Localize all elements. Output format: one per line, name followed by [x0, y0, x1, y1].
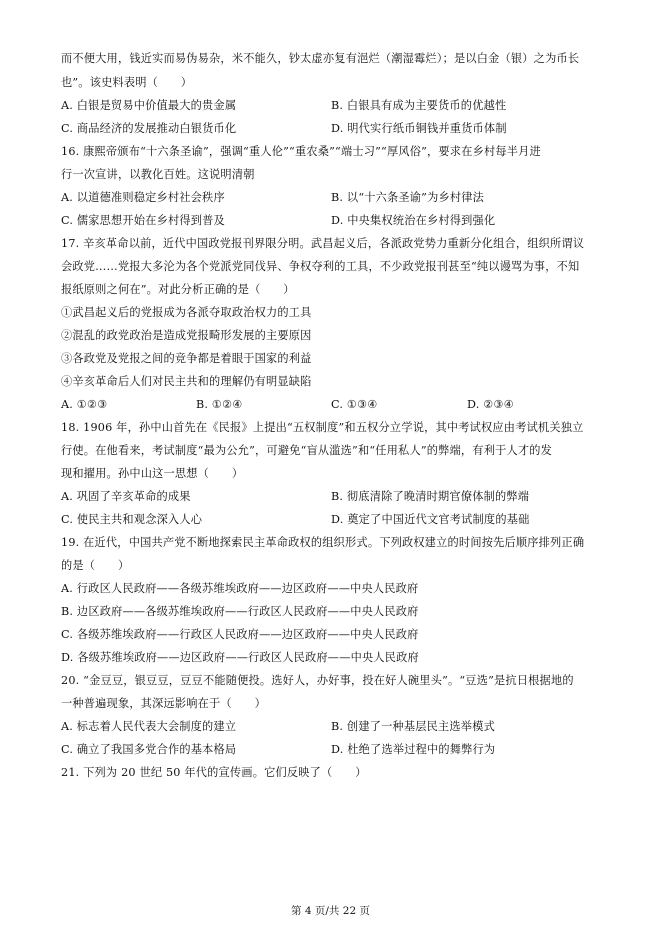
q17-item-3: ③各政党及党报之间的竞争都是着眼于国家的利益: [61, 352, 312, 365]
q19-option-c: C. 各级苏维埃政府——行政区人民政府——边区政府——中央人民政府: [61, 628, 419, 641]
q18-option-c: C. 使民主共和观念深入人心: [61, 513, 203, 526]
q19-option-a: A. 行政区人民政府——各级苏维埃政府——边区政府——中央人民政府: [61, 582, 419, 595]
page-footer: 第 4 页/共 22 页: [291, 905, 370, 917]
q15-option-b: B. 白银具有成为主要货币的优越性: [331, 99, 507, 112]
q17-option-c: C. ①③④: [331, 398, 378, 411]
q15-option-a: A. 白银是贸易中价值最大的贵金属: [61, 99, 237, 112]
q17-item-4: ④辛亥革命后人们对民主共和的理解仍有明显缺陷: [61, 375, 312, 388]
q21-line-1: 21. 下列为 20 世纪 50 年代的宣传画。它们反映了（ ）: [61, 766, 367, 779]
q16-line-2: 行一次宣讲，以教化百姓。这说明清朝: [61, 168, 255, 181]
q16-option-b: B. 以“十六条圣谕”为乡村律法: [331, 191, 485, 204]
q16-option-a: A. 以道德准则稳定乡村社会秩序: [61, 191, 225, 204]
q15-option-d: D. 明代实行纸币铜钱并重货币体制: [331, 122, 507, 135]
q18-option-b: B. 彻底清除了晚清时期官僚体制的弊端: [331, 490, 530, 503]
q20-option-a: A. 标志着人民代表大会制度的建立: [61, 720, 237, 733]
q16-line-1: 16. 康熙帝颁布“十六条圣谕”，强调“重人伦”“重农桑”“端士习”“厚风俗”，要求在乡村每半月进: [61, 145, 541, 158]
q19-option-b: B. 边区政府——各级苏维埃政府——行政区人民政府——中央人民政府: [61, 605, 419, 618]
q18-option-a: A. 巩固了辛亥革命的成果: [61, 490, 191, 503]
q20-line-2: 一种普遍现象，其深远影响在于（ ）: [61, 697, 266, 710]
q17-line-1: 17. 辛亥革命以前，近代中国政党报刊界限分明。武昌起义后，各派政党势力重新分化组合，组织所谓议: [61, 237, 585, 250]
q16-option-c: C. 儒家思想开始在乡村得到普及: [61, 214, 225, 227]
q17-option-b: B. ①②④: [196, 398, 243, 411]
q17-line-3: 报纸原则之何在”。对此分析正确的是（ ）: [61, 283, 295, 296]
q18-option-d: D. 奠定了中国近代文官考试制度的基础: [331, 513, 530, 526]
q15-line-2: 也”。该史料表明（ ）: [61, 76, 193, 89]
q19-line-2: 的是（ ）: [61, 559, 130, 572]
q17-line-2: 会政党……党报大多沦为各个党派党同伐异、争权夺利的工具，不少政党报刊甚至“纯以谩骂为事，不知: [61, 260, 580, 273]
q17-item-1: ①武昌起义后的党报成为各派夺取政治权力的工具: [61, 306, 312, 319]
q18-line-3: 现和擢用。孙中山这一思想（ ）: [61, 467, 244, 480]
q19-option-d: D. 各级苏维埃政府——边区政府——行政区人民政府——中央人民政府: [61, 651, 419, 664]
q20-option-d: D. 杜绝了选举过程中的舞弊行为: [331, 743, 496, 756]
q16-option-d: D. 中央集权统治在乡村得到强化: [331, 214, 496, 227]
q20-line-1: 20. “金豆豆，银豆豆，豆豆不能随便投。选好人，办好事，投在好人碗里头”。“豆选”是抗日根据地的: [61, 674, 574, 687]
q17-item-2: ②混乱的政党政治是造成党报畸形发展的主要原因: [61, 329, 312, 342]
q20-option-b: B. 创建了一种基层民主选举模式: [331, 720, 495, 733]
q17-option-d: D. ②③④: [467, 398, 514, 411]
q15-option-c: C. 商品经济的发展推动白银货币化: [61, 122, 237, 135]
q19-line-1: 19. 在近代，中国共产党不断地探索民主革命政权的组织形式。下列政权建立的时间按先后顺序排列正确: [61, 536, 585, 549]
q17-option-a: A. ①②③: [61, 398, 108, 411]
q15-line-1: 而不便大用，钱近实而易伪易杂，米不能久，钞太虚亦复有浥烂（潮湿霉烂）；是以白金（银）之为币长: [61, 52, 580, 65]
q20-option-c: C. 确立了我国多党合作的基本格局: [61, 743, 237, 756]
q18-line-2: 行使。在他看来，考试制度“最为公允”，可避免“盲从滥选”和“任用私人”的弊端，有利于人才的发: [61, 444, 553, 457]
q18-line-1: 18. 1906 年，孙中山首先在《民报》上提出“五权制度”和五权分立学说，其中考试权应由考试机关独立: [61, 421, 584, 434]
